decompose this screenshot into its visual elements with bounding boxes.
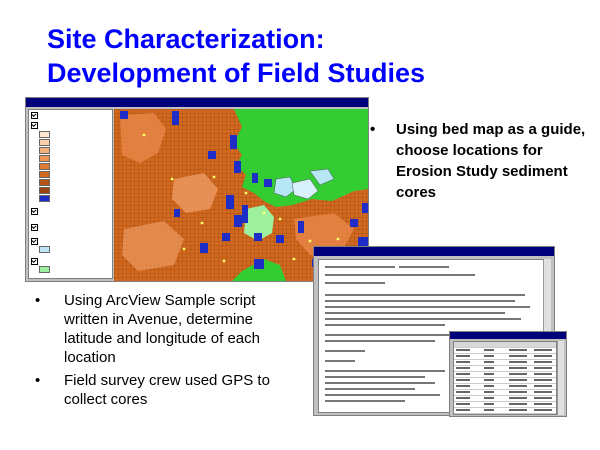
title-line-1: Site Characterization: [47,24,325,54]
table-screenshot [449,331,567,417]
legend-swatch-row [31,171,53,179]
map-table-of-contents [28,109,113,279]
legend-swatch-row [31,131,53,139]
legend-swatch-row [31,139,53,147]
legend-swatch-row [31,179,53,187]
bullet-symbol: • [370,121,376,138]
legend-swatch-row [31,246,53,254]
slide-title [47,22,567,90]
bullet-item [35,371,295,409]
table-window-titlebar [450,332,566,339]
toc-row [31,238,40,246]
bullet-text: Using bed map as a guide, choose locations for Erosion Study sediment cores [396,121,586,201]
toc-row [31,122,40,130]
bullet-text: Using ArcView Sample script written in Avenue, determine latitude and longitude of each location [64,292,260,366]
bullet-item [370,119,590,203]
bullet-item [35,291,295,367]
legend-swatch-row [31,195,53,203]
legend-swatch-row [31,187,53,195]
bullet-symbol: • [35,372,41,389]
title-line-2: Development of Field Studies [47,58,426,88]
toc-row [31,258,40,266]
bullet-list-right [370,119,590,203]
table-scrollbar [557,341,564,415]
bullet-list-left [35,291,295,413]
map-window-titlebar [26,98,368,107]
legend-swatch-row [31,163,53,171]
bullet-symbol: • [35,292,41,309]
attribute-table [453,341,557,415]
script-window-titlebar [314,247,554,256]
bullet-text: Field survey crew used GPS to collect cores [64,372,270,408]
toc-row [31,224,40,232]
toc-row [31,208,40,216]
legend-swatch-row [31,155,53,163]
toc-row [31,112,40,120]
legend-swatch-row [31,266,53,274]
legend-swatch-row [31,147,53,155]
